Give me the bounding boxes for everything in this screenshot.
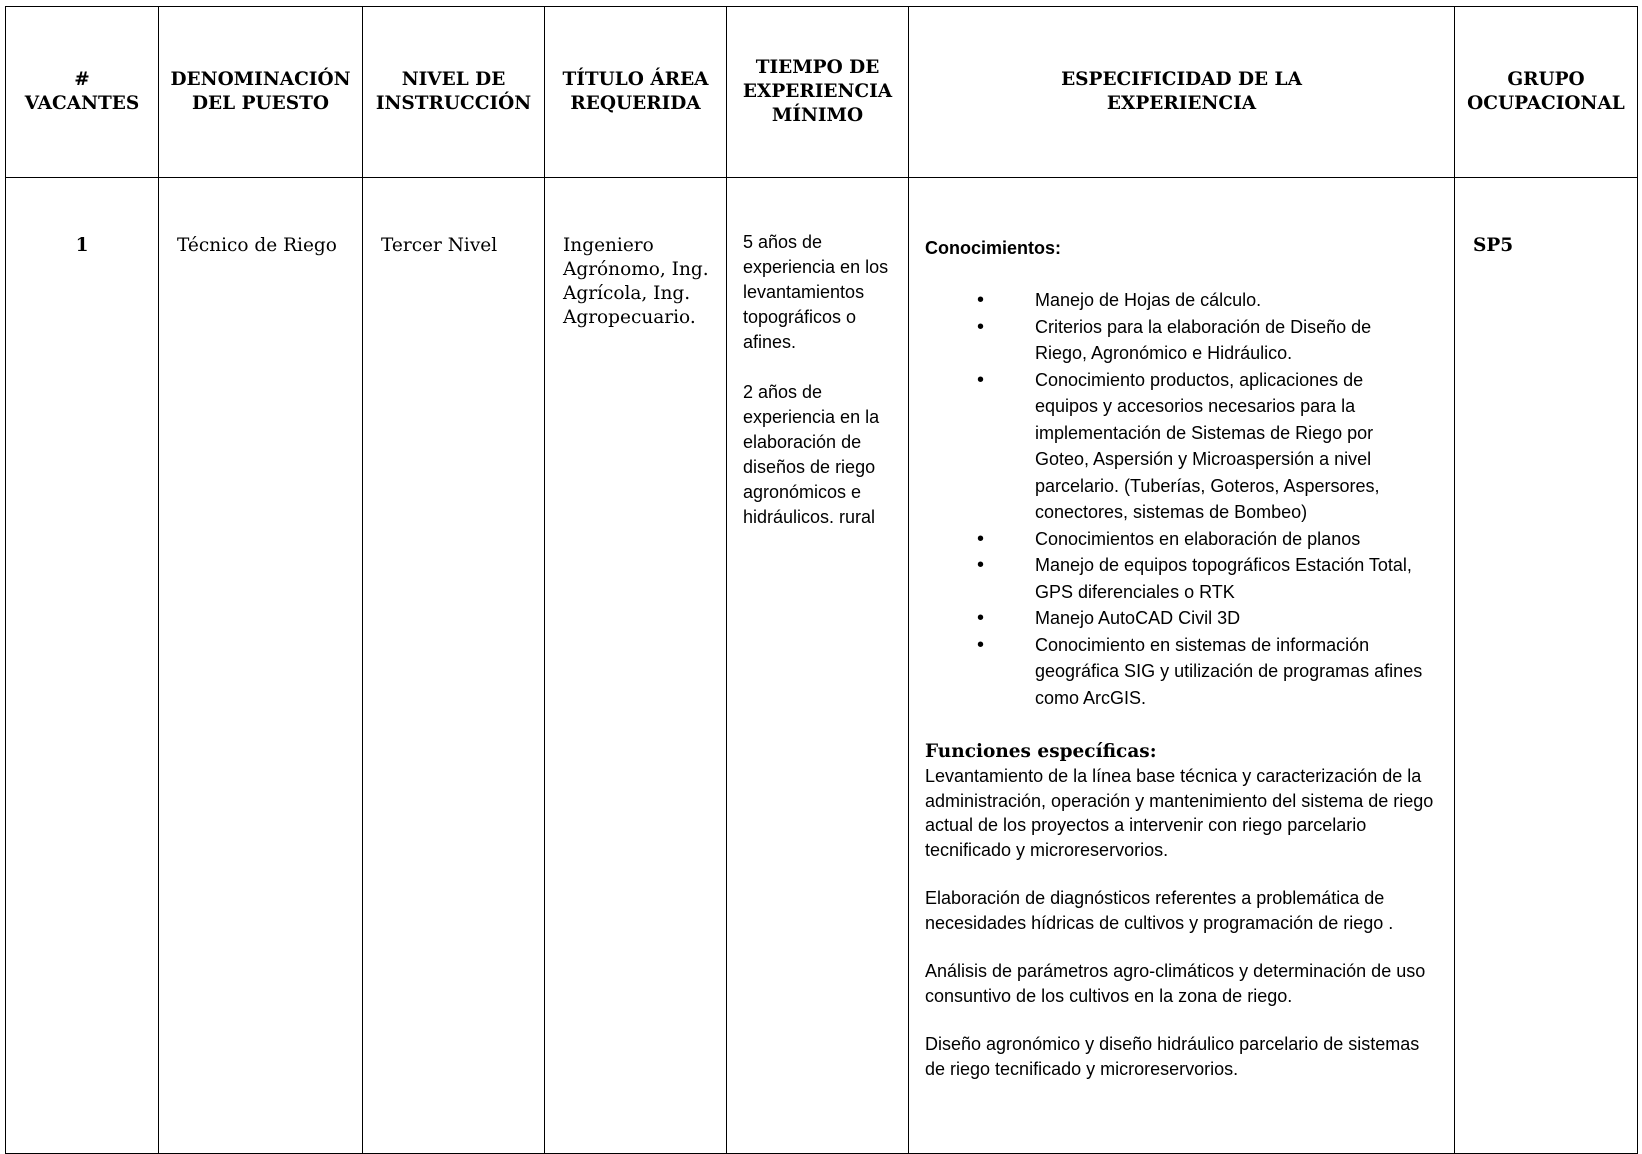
especificidad-block bbox=[909, 236, 1454, 1081]
funcion-paragraph: Levantamiento de la línea base técnica y caracterización de la administración, operación y mantenimiento del sistema de riego actual de los proyectos a intervenir con riego parcelario tecnificado y microreservorios. bbox=[925, 766, 1434, 860]
bullet-icon: • bbox=[977, 289, 985, 311]
vacancy-table bbox=[5, 6, 1638, 1154]
list-item: • Criterios para la elaboración de Diseño de Riego, Agronómico e Hidráulico. bbox=[977, 315, 1372, 363]
cell-vacantes bbox=[6, 178, 159, 1154]
conocimientos-list bbox=[925, 287, 1438, 711]
bullet-icon: • bbox=[977, 527, 985, 550]
header-titulo: TÍTULO ÁREA REQUERIDA bbox=[545, 7, 727, 178]
header-nivel: NIVEL DE INSTRUCCIÓN bbox=[363, 7, 545, 178]
header-denominacion: DENOMINACIÓN DEL PUESTO bbox=[159, 7, 363, 178]
funcion-paragraph: Análisis de parámetros agro-climáticos y determinación de uso consuntivo de los cultivos en la zona de riego. bbox=[925, 961, 1426, 1006]
list-item: • Manejo de Hojas de cálculo. bbox=[925, 287, 1438, 314]
header-grupo: GRUPO OCUPACIONAL bbox=[1455, 7, 1638, 178]
list-item: • Conocimientos en elaboración de planos bbox=[925, 526, 1438, 553]
vacantes-value: 1 bbox=[75, 235, 89, 256]
funciones-heading: Funciones específicas: bbox=[925, 741, 1157, 762]
header-especificidad: ESPECIFICIDAD DE LA EXPERIENCIA bbox=[909, 7, 1455, 178]
cell-tiempo bbox=[727, 178, 909, 1154]
bullet-icon: • bbox=[977, 554, 985, 576]
cell-grupo bbox=[1455, 178, 1638, 1154]
cell-especificidad bbox=[909, 178, 1455, 1154]
funcion-paragraph: Diseño agronómico y diseño hidráulico parcelario de sistemas de riego tecnificado y microreservorios. bbox=[925, 1034, 1420, 1079]
list-item: • Conocimiento en sistemas de información geográfica SIG y utilización de programas afines como ArcGIS. bbox=[977, 633, 1423, 708]
bullet-icon: • bbox=[977, 607, 985, 629]
conocimientos-heading: Conocimientos: bbox=[925, 238, 1062, 258]
list-item: • Manejo AutoCAD Civil 3D bbox=[925, 605, 1438, 632]
nivel-value: Tercer Nivel bbox=[381, 235, 498, 256]
cell-nivel bbox=[363, 178, 545, 1154]
header-row bbox=[6, 7, 1638, 178]
funcion-paragraph: Elaboración de diagnósticos referentes a problemática de necesidades hídricas de cultivos y programación de riego . bbox=[925, 888, 1394, 933]
cell-titulo bbox=[545, 178, 727, 1154]
tiempo-block bbox=[727, 178, 908, 530]
header-tiempo: TIEMPO DE EXPERIENCIA MÍNIMO bbox=[727, 7, 909, 178]
list-item: • Manejo de equipos topográficos Estación Total, GPS diferenciales o RTK bbox=[977, 554, 1412, 602]
tiempo-paragraph: 5 años de experiencia en los levantamientos topográficos o afines. bbox=[743, 232, 889, 352]
bullet-icon: • bbox=[977, 368, 985, 391]
grupo-value: SP5 bbox=[1473, 235, 1514, 256]
tiempo-paragraph: 2 años de experiencia en la elaboración de diseños de riego agronómicos e hidráulicos. rural bbox=[743, 382, 880, 527]
cell-puesto bbox=[159, 178, 363, 1154]
funciones-block bbox=[925, 764, 1438, 1081]
puesto-value: Técnico de Riego bbox=[177, 235, 337, 256]
list-item: • Conocimiento productos, aplicaciones de equipos y accesorios necesarios para la implementación de Sistemas de Riego por Goteo, Aspersión y Microaspersión a nivel parcelario. (Tuberías, Goteros, Aspersores, conectores, sistemas de Bombeo) bbox=[977, 368, 1380, 522]
table-row bbox=[6, 178, 1638, 1154]
titulo-value: Ingeniero Agrónomo, Ing. Agrícola, Ing. Agropecuario. bbox=[563, 235, 709, 328]
bullet-icon: • bbox=[977, 315, 985, 338]
header-vacantes: # VACANTES bbox=[6, 7, 159, 178]
bullet-icon: • bbox=[977, 633, 985, 656]
